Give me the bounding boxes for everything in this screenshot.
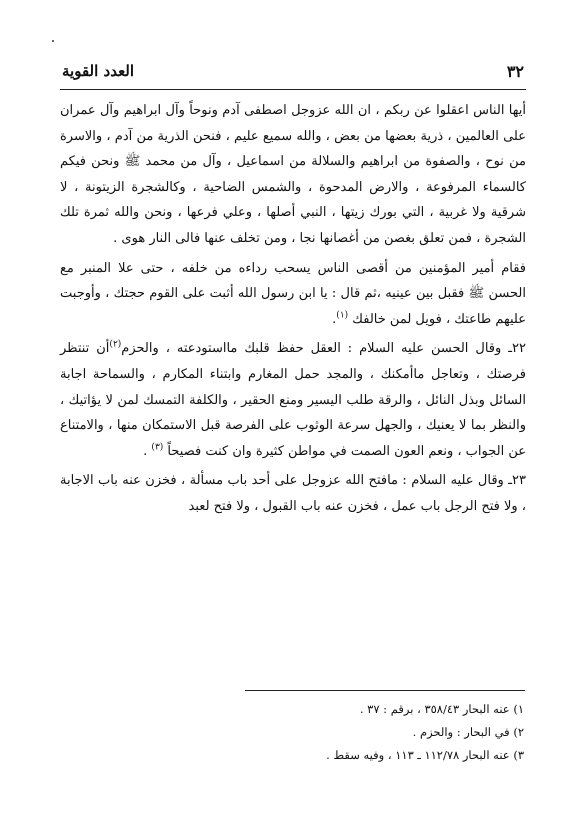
footnote-rule <box>245 690 525 691</box>
running-header <box>62 62 524 82</box>
paragraph-2 <box>60 256 526 333</box>
paragraph-1-text: أيها الناس اعقلوا عن ربكم ، ان الله عزوجل اصطفى آدم ونوحاً وآل ابراهيم وآل عمران على العالمين ، ذرية بعضها من بعض ، والله سميع عليم ، فنحن الذرية من آدم ، والاسرة من نوح ، والصفوة من ابراهيم والسلالة من اسماعيل ، وآل من محمد ﷺ ونحن فيكم كالسماء المرفوعة ، والارض المدحوة ، والشمس الضاحية ، وكالشجرة الزيتونة ، لا شرقية ولا غربية ، التي بورك زيتها ، النبي أصلها ، وعلي فرعها ، ونحن والله ثمرة تلك الشجرة ، فمن تعلق بغصن من أغصانها نجا ، ومن تخلف عنها فالى النار هوى . <box>60 103 526 246</box>
footnote-ref-3: (٣) <box>151 442 164 453</box>
paragraph-3-text-a: ٢٢ـ وقال الحسن عليه السلام : العقل حفظ قلبك مااستودعته ، والحزم <box>121 341 526 357</box>
page-number: ٣٢ <box>506 62 524 81</box>
paragraph-3 <box>60 336 526 464</box>
paragraph-4 <box>60 468 526 519</box>
footnotes <box>150 698 524 767</box>
footnote-ref-2: (٢) <box>109 340 122 351</box>
footnote-3: ٣) عنه البحار ١١٢/٧٨ ـ ١١٣ ، وفيه سقط . <box>326 748 524 762</box>
header-rule <box>60 89 526 90</box>
paragraph-2-end: . <box>332 311 337 327</box>
paragraph-4-text: ٢٣ـ وقال عليه السلام : مافتح الله عزوجل على أحد باب مسألة ، فخزن عنه باب الاجابة ، ولا فتح الرجل باب عمل ، فخزن عنه باب القبول ، ولا فتح لعبد <box>60 473 526 514</box>
running-title: العدد القوية <box>62 62 135 80</box>
footnote-1: ١) عنه البحار ٣٥٨/٤٣ ، برقم : ٣٧ . <box>359 702 524 716</box>
footnote-ref-1: (١) <box>336 310 349 321</box>
paragraph-1 <box>60 98 526 252</box>
main-text <box>60 98 526 520</box>
paragraph-3-text-b: أن تنتظر فرصتك ، وتعاجل ماأمكنك ، والمجد حمل المغارم وابتناء المكارم ، والسماحة اجابة السائل وبذل النائل ، والرقة طلب اليسير ومنع الحقير ، والكلفة التمسك لمن لا يؤاتيك ، والنظر بما لا يعنيك ، والجهل سرعة الوثوب على الفرصة قبل الاستمكان منها ، والامتناع عن الجواب ، ونعم العون الصمت في مواطن كثيرة وان كنت فصيحاً <box>60 341 526 459</box>
scan-speck <box>52 40 54 42</box>
paragraph-3-end: . <box>143 443 152 459</box>
footnote-2: ٢) في البحار : والحزم . <box>412 725 524 739</box>
paragraph-2-text: فقام أمير المؤمنين من أقصى الناس يسحب رداءه من خلفه ، حتى علا المنبر مع الحسن ﷺ فقبل بين عينيه ،ثم قال : يا ابن رسول الله أثبت على القوم حجتك ، وأوجبت عليهم طاعتك ، فويل لمن خالفك <box>60 260 526 327</box>
